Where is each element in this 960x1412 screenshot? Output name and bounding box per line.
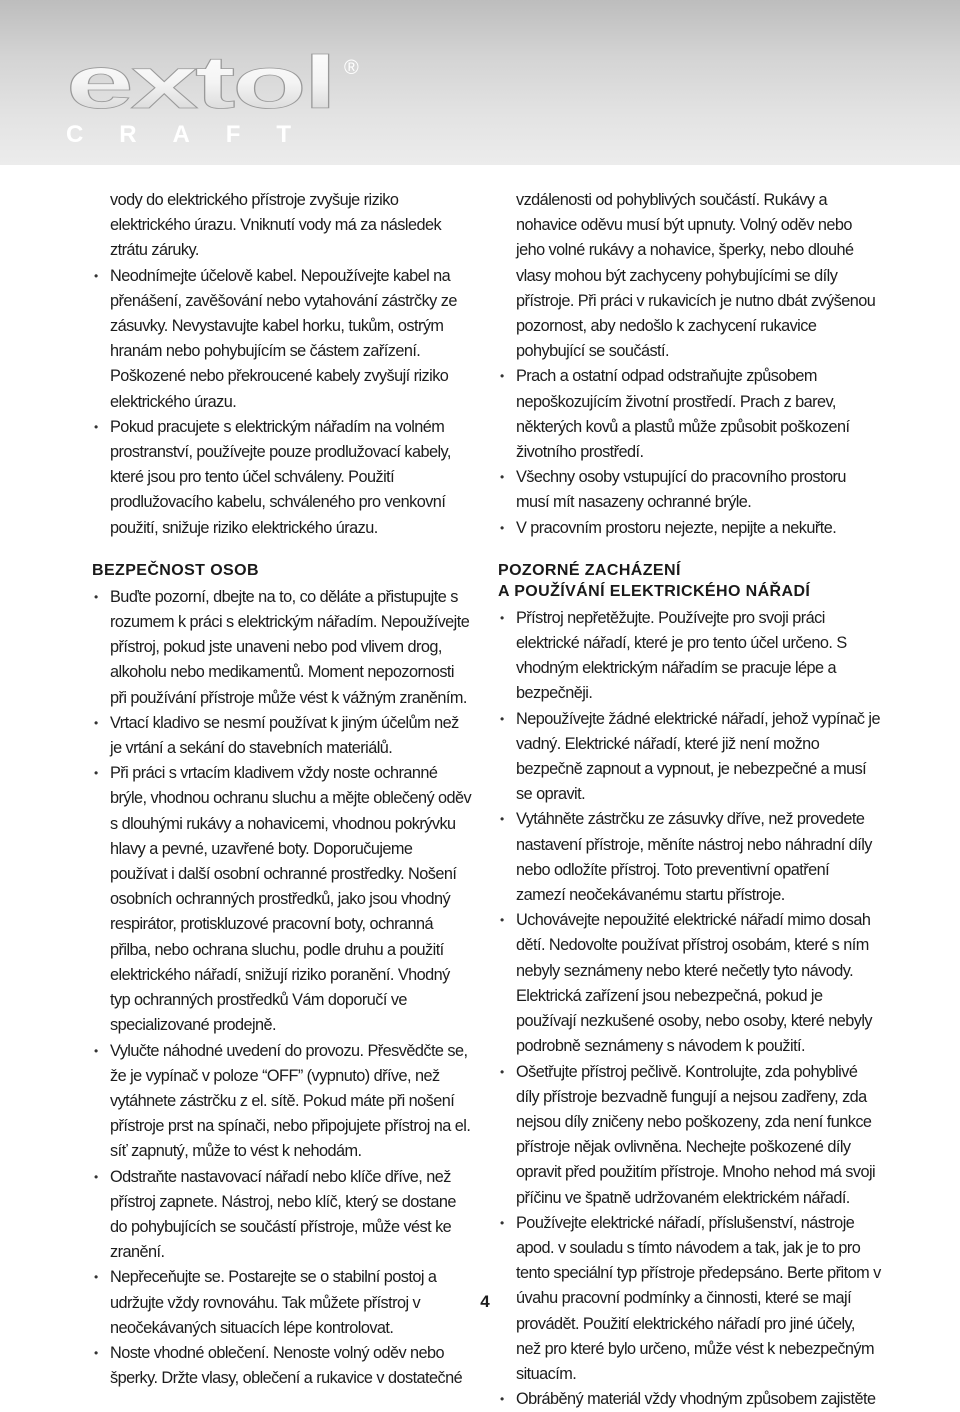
section-heading-personal-safety: BEZPEČNOST OSOB [92,561,259,579]
list-item: • V pracovním prostoru nejezte, nepijte a nekuřte. [498,516,882,541]
section-heading-tool-use [498,560,882,602]
list-item: • Nepřeceňujte se. Postarejte se o stabilní postoj a udržujte vždy rovnováhu. Tak můžete přístroj v neočekávaných situacích lépe kontrolovat. [92,1265,472,1341]
logo-craft-text: CRAFT [66,121,291,148]
right-column [498,188,882,1412]
left-column [92,188,472,1391]
list-item: • Všechny osoby vstupující do pracovního prostoru musí mít nasazeny ochranné brýle. [498,465,882,515]
list-item: • Noste vhodné oblečení. Nenoste volný oděv nebo šperky. Držte vlasy, oblečení a rukavice v dostatečné [92,1341,472,1391]
list-item: • Prach a ostatní odpad odstraňujte způsobem nepoškozujícím životní prostředí. Prach z barev, některých kovů a plastů může způsobit poškození životního prostředí. [498,364,882,465]
list-item: • Odstraňte nastavovací nářadí nebo klíče dříve, než přístroj zapnete. Nástroj, nebo klíč, který se dostane do pohybujících se součástí přístroje, může vést ke zranění. [92,1165,472,1266]
list-item: • Přístroj nepřetěžujte. Používejte pro svoji práci elektrické nářadí, které je pro tento účel určeno. S vhodným elektrickým nářadím se pracuje lépe a bezpečněji. [498,606,882,707]
list-item: • Obráběný materiál vždy vhodným způsobem zajistěte [498,1387,882,1412]
list-item: • Vylučte náhodné uvedení do provozu. Přesvědčte se, že je vypínač v poloze “OFF” (vypnuto) dříve, než vytáhnete zástrčku z el. sítě. Pokud máte při nošení přístroje prst na spínači, nebo připojujete přístroj na el. síť zapnutý, může to vést k nehodám. [92,1039,472,1165]
list-item: • Ošetřujte přístroj pečlivě. Kontrolujte, zda pohyblivé díly přístroje bezvadně fungují a nejsou zadřeny, zda nejsou díly zničeny nebo poškozeny, zda není funkce přístroje nějak ovlivněna. Nechejte poškozené díly opravit před použitím přístroje. Mnoho nehod má svoji příčinu ve špatně udržovaném elektrickém nářadí. [498,1060,882,1211]
list-item: • Používejte elektrické nářadí, příslušenství, nástroje apod. v souladu s tímto návodem a tak, jak je to pro tento speciální typ přístroje předepsáno. Berte přitom v úvahu pracovní podmínky a činnosti, které se mají provádět. Použití elektrického nářadí pro jiné účely, než pro které bylo určeno, může vést k nebezpečným situacím. [498,1211,882,1387]
heading-line-1: POZORNÉ ZACHÁZENÍ [498,561,681,579]
left-list-1 [92,264,472,541]
right-list-1 [498,364,882,540]
left-intro-paragraph: vody do elektrického přístroje zvyšuje riziko elektrického úrazu. Vniknutí vody má za následek ztrátu záruky. [110,191,442,260]
list-item: • Neodnímejte účelově kabel. Nepoužívejte kabel na přenášení, zavěšování nebo vytahování zástrčky ze zásuvky. Nevystavujte kabel horku, tukům, ostrým hranám nebo pohybujícím se částem zařízení. Poškozené nebo překroucené kabely zvyšují riziko elektrického úrazu. [92,264,472,415]
list-item: • Uchovávejte nepoužité elektrické nářadí mimo dosah dětí. Nedovolte používat přístroj osobám, které s ním nebyly seznámeny nebo které nečetly tyto návody. Elektrická zařízení jsou nebezpečná, pokud je používají nezkušené osoby, nebo osoby, které nebyly podrobně seznámeny s návodem k použití. [498,908,882,1059]
list-item: • Nepoužívejte žádné elektrické nářadí, jehož vypínač je vadný. Elektrické nářadí, které již není možno bezpečně zapnout a vypnout, je nebezpečné a musí se opravit. [498,707,882,808]
list-item: • Pokud pracujete s elektrickým nářadím na volném prostranství, používejte pouze prodlužovací kabely, které jsou pro tento účel schváleny. Použití prodlužovacího kabelu, schváleného pro venkovní použití, snižuje riziko elektrického úrazu. [92,415,472,541]
logo-wordmark: extol [66,52,334,124]
list-item: • Buďte pozorní, dbejte na to, co děláte a přistupujte s rozumem k práci s elektrickým nářadím. Nepoužívejte přístroj, pokud jste unaveni nebo pod vlivem drog, alkoholu nebo medikamentů. Moment nepozornosti při používání přístroje může vést k vážným zraněním. [92,585,472,711]
right-intro-paragraph: vzdálenosti od pohyblivých součástí. Rukávy a nohavice oděvu musí být upnuty. Volný oděv nebo jeho volné rukávy a nohavice, šperky, nebo dlouhé vlasy mohou být zachyceny pohybujícími se díly přístroje. Při práci v rukavicích je nutno dbát zvýšenou pozornost, aby nedošlo k zachycení rukavice pohybující se součástí. [516,191,876,361]
list-item: • Vytáhněte zástrčku ze zásuvky dříve, než provedete nastavení přístroje, měníte nástroj nebo náhradní díly nebo odložíte přístroj. Toto preventivní opatření zamezí neočekávanému startu přístroje. [498,807,882,908]
logo-registered-mark: ® [344,57,359,79]
left-list-2 [92,585,472,1392]
right-list-2 [498,606,882,1412]
extol-craft-logo [66,52,366,152]
heading-line-2: A POUŽÍVÁNÍ ELEKTRICKÉHO NÁŘADÍ [498,582,811,600]
header-band [0,0,960,165]
list-item: • Při práci s vrtacím kladivem vždy noste ochranné brýle, vhodnou ochranu sluchu a mějte oblečený oděv s dlouhými rukávy a nohavicemi, vhodnou pokrývku hlavy a pevné, uzavřené boty. Doporučujeme používat i další osobní ochranné prostředky. Nošení osobních ochranných prostředků, jako jsou vhodný respirátor, protiskluzové pracovní boty, ochranná přilba, nebo ochrana sluchu, podle druhu a použití elektrického nářadí, snižují riziko poranění. Vhodný typ ochranných prostředků Vám doporučí ve specializované prodejně. [92,761,472,1038]
page-number: 4 [480,1292,490,1311]
list-item: • Vrtací kladivo se nesmí používat k jiným účelům než je vrtání a sekání do stavebních materiálů. [92,711,472,761]
